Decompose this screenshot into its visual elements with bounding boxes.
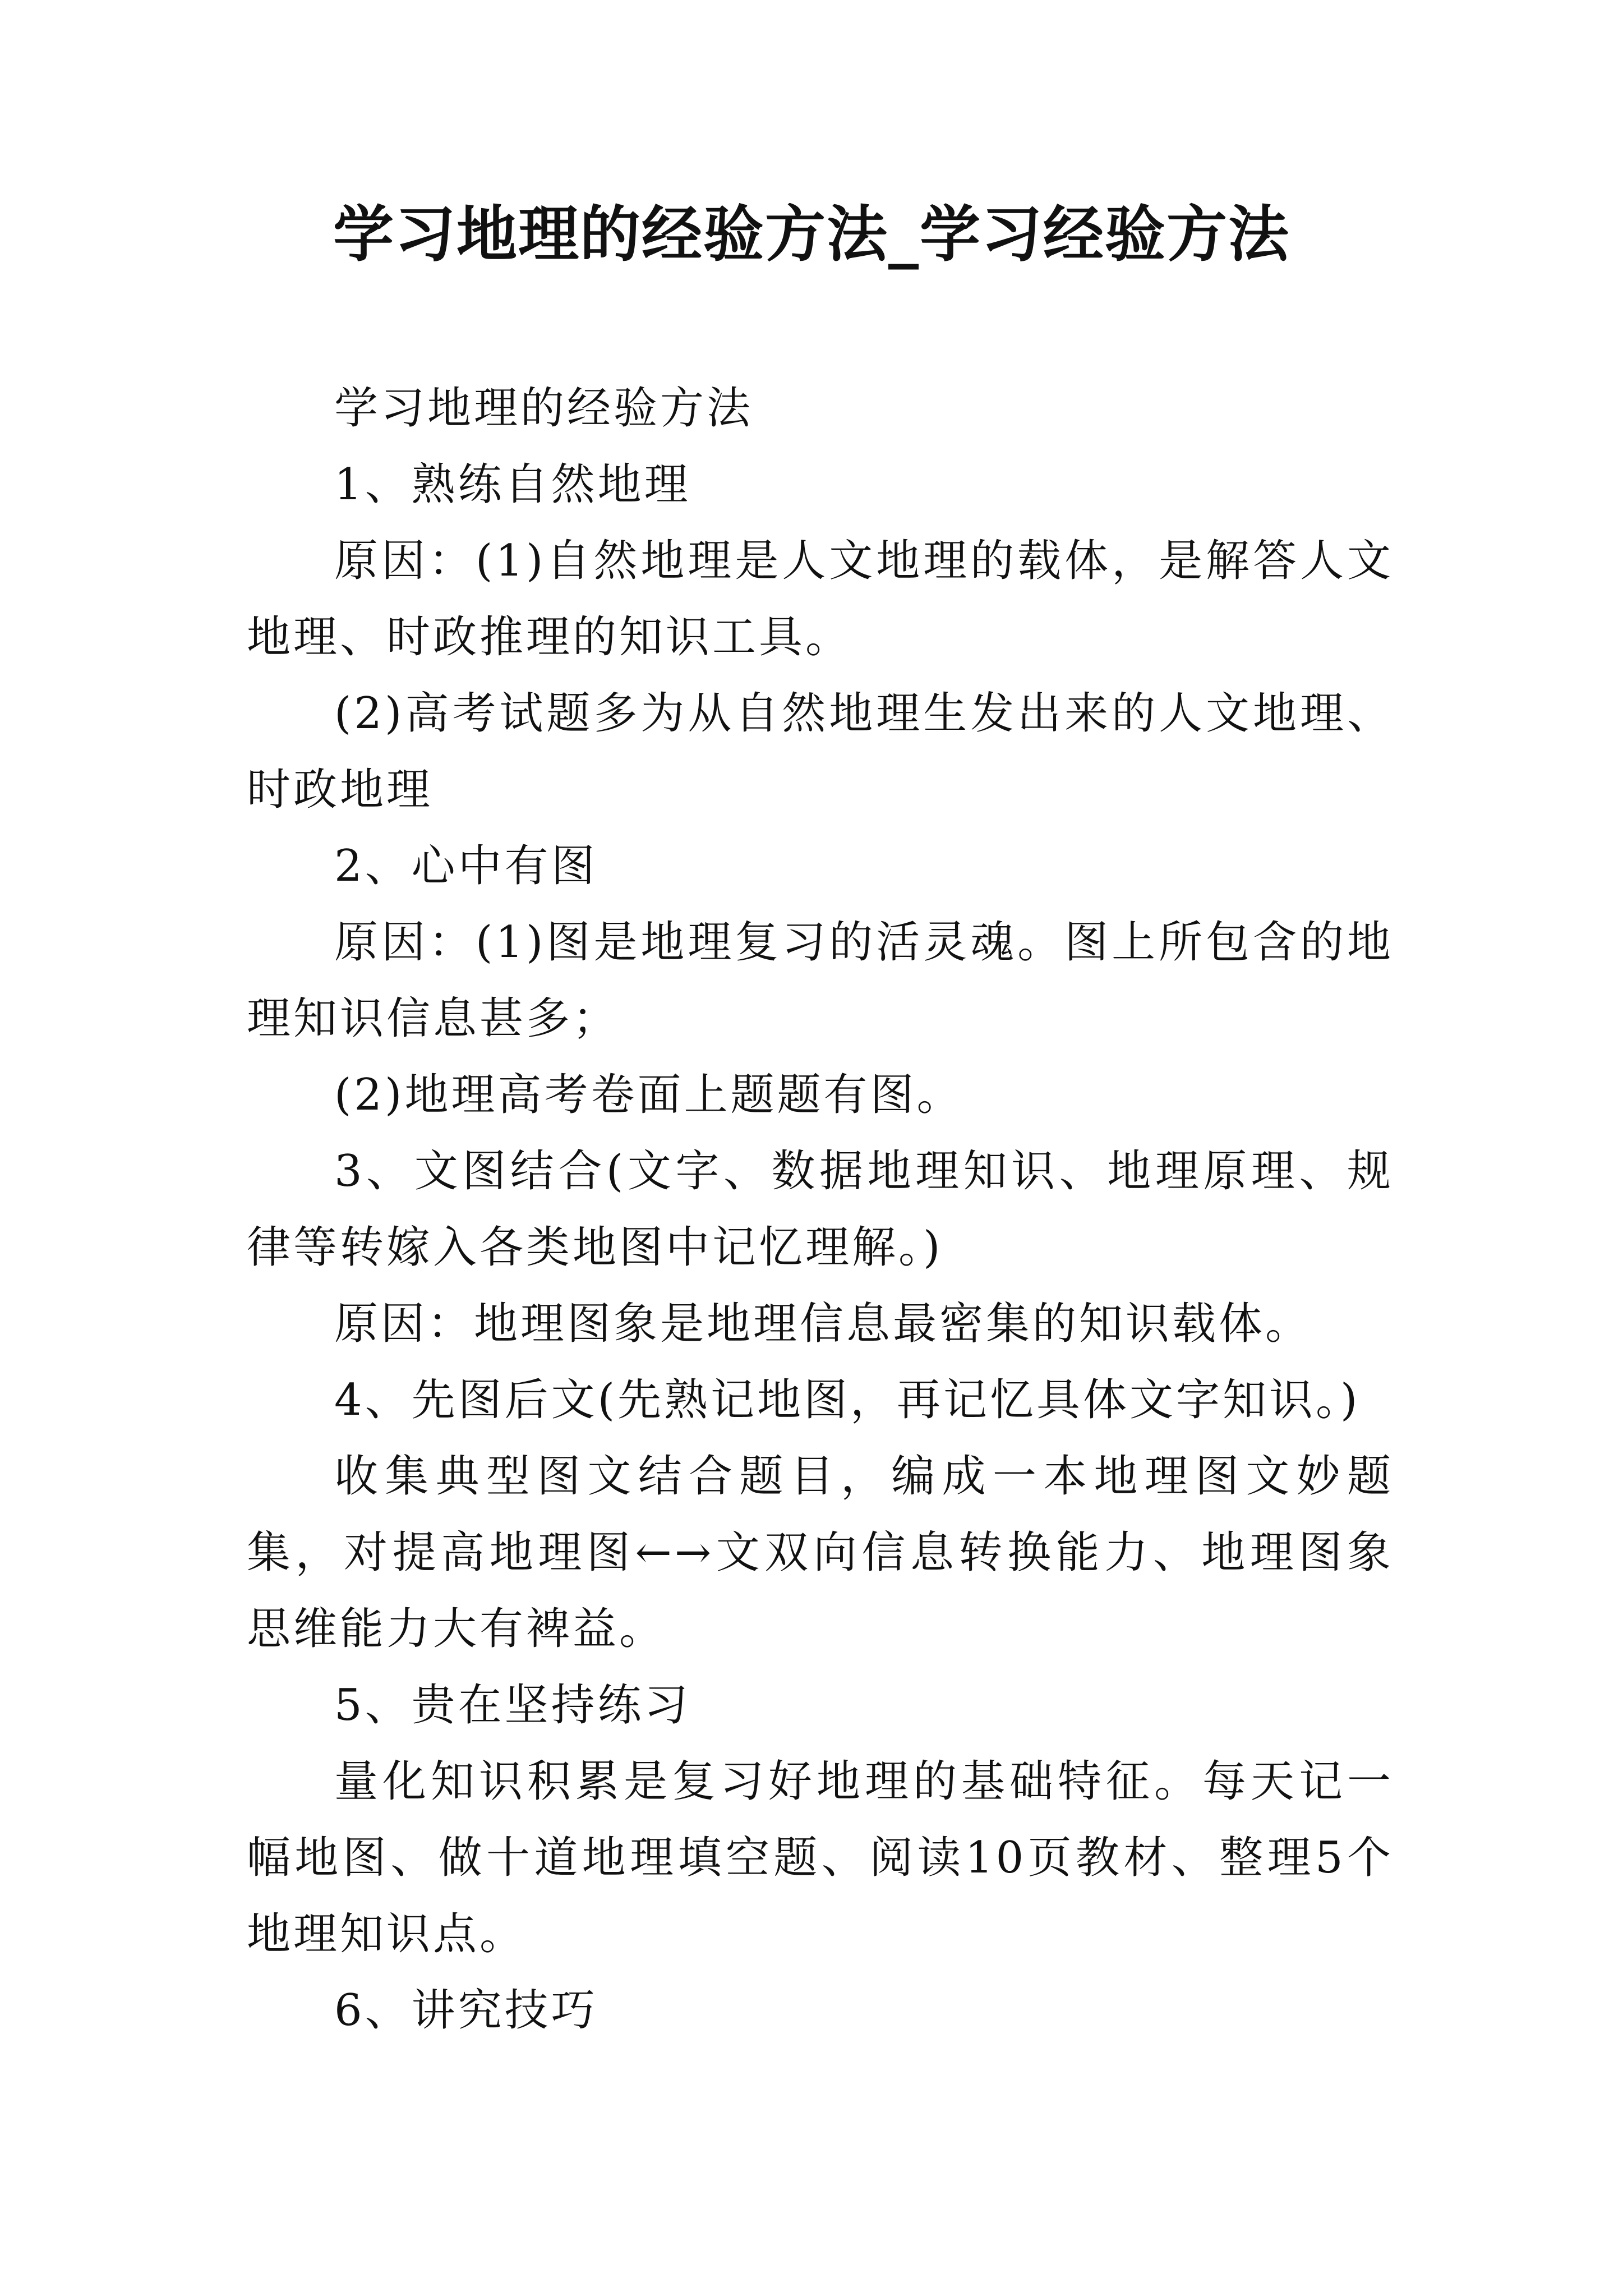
paragraph-reason-1a: 原因：(1)自然地理是人文地理的载体，是解答人文地理、时政推理的知识工具。 [247,536,1394,662]
paragraph-heading-1: 1、熟练自然地理 [334,459,691,510]
paragraph-reason-3: 原因：地理图象是地理信息最密集的知识载体。 [334,1299,1312,1349]
paragraph-detail-5: 量化知识积累是复习好地理的基础特征。每天记一幅地图、做十道地理填空题、阅读10页教材、整理5个地理知识点。 [247,1756,1394,1959]
paragraph-reason-2b: (2)地理高考卷面上题题有图。 [334,1070,963,1120]
paragraph-heading-2: 2、心中有图 [334,841,598,891]
document-title: 学习地理的经验方法_学习经验方法 [333,199,1290,270]
paragraph-heading-6: 6、讲究技巧 [334,1985,598,2036]
document-body [247,370,1394,2049]
paragraph-heading-3: 3、文图结合(文字、数据地理知识、地理原理、规律等转嫁入各类地图中记忆理解。) [247,1146,1394,1273]
paragraph-heading-5: 5、贵在坚持练习 [334,1680,691,1731]
paragraph-subtitle: 学习地理的经验方法 [334,383,754,434]
paragraph-heading-4: 4、先图后文(先熟记地图，再记忆具体文字知识。) [334,1375,1361,1425]
paragraph-reason-1b: (2)高考试题多为从自然地理生发出来的人文地理、时政地理 [247,688,1394,815]
paragraph-detail-4: 收集典型图文结合题目，编成一本地理图文妙题集，对提高地理图←→文双向信息转换能力、地理图象思维能力大有裨益。 [247,1451,1394,1654]
paragraph-reason-2a: 原因：(1)图是地理复习的活灵魂。图上所包含的地理知识信息甚多； [247,917,1394,1044]
